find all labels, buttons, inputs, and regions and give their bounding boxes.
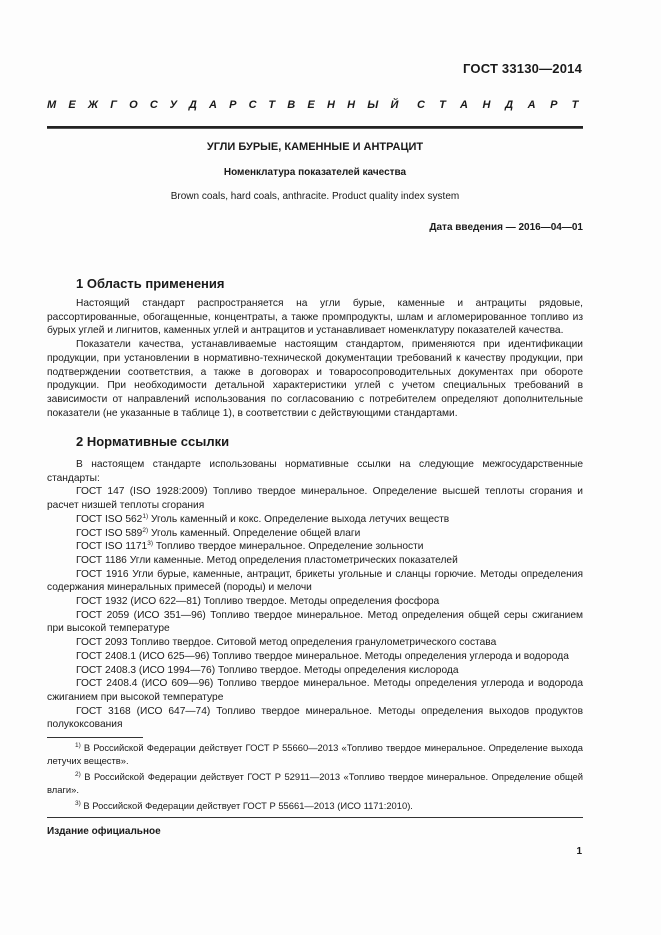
footnote-separator (47, 737, 143, 738)
reference-code: ГОСТ 1932 (ИСО 622—81) (76, 596, 201, 608)
reference-item (47, 677, 583, 704)
footnote-item (47, 741, 583, 767)
reference-item (47, 527, 583, 541)
footnotes (47, 741, 583, 815)
reference-title: Угли каменные. Метод определения пластометрических показателей (129, 554, 458, 566)
reference-title: Топливо твердое. Методы определения фосфора (203, 596, 440, 608)
section-2-intro: В настоящем стандарте использованы нормативные ссылки на следующие межгосударственные стандарты: (47, 459, 583, 484)
footnote-mark: 1) (75, 742, 81, 749)
reference-title: Уголь каменный и кокс. Определение выхода летучих веществ (150, 513, 450, 525)
reference-title: Топливо твердое минеральное. Определение высшей теплоты сгорания и расчет низшей теплоты сгорания (47, 486, 583, 512)
section-1-body (47, 297, 583, 420)
reference-code: ГОСТ 2059 (ИСО 351—96) (76, 609, 206, 621)
reference-code: ГОСТ ISO 589 (76, 527, 143, 539)
reference-title: Топливо твердое минеральное. Методы определения углерода и водорода сжиганием при высокой температуре (47, 678, 583, 703)
reference-item (47, 595, 583, 609)
section-1-paragraph: Показатели качества, устанавливаемые настоящим стандартом, применяются при идентификации продукции, при установлении в нормативно-технической документации требований к качеству продукции, при подтверждении соответствия, а также в договорах и товаросопроводительных документах при обороте продукции. При необходимости детальной характеристики углей с учетом специальных требований в зависимости от направлений использования по согласованию с потребителем определяют дополнительные показатели (не указанные в таблице 1), в соответствии с действующими стандартами. (47, 339, 583, 419)
section-2-body (47, 458, 583, 732)
reference-code: ГОСТ 2408.4 (ИСО 609—96) (76, 678, 214, 690)
reference-title: Топливо твердое минеральное. Методы определения выходов продуктов полукоксования (47, 705, 583, 731)
footnote-mark: 3) (75, 800, 81, 807)
footnote-text: В Российской Федерации действует ГОСТ Р 55660—2013 «Топливо твердое минеральное. Определение выхода летучих веществ». (47, 742, 583, 766)
reference-code: ГОСТ 3168 (ИСО 647—74) (76, 705, 211, 717)
footnote-text: В Российской Федерации действует ГОСТ Р 55661—2013 (ИСО 1171:2010). (83, 800, 413, 811)
reference-code: ГОСТ 147 (ISO 1928:2009) (76, 486, 208, 498)
reference-title: Топливо твердое. Методы определения кислорода (217, 664, 459, 676)
reference-list (47, 485, 583, 732)
reference-item (47, 636, 583, 650)
edition-note: Издание официальное (47, 826, 161, 837)
reference-item (47, 540, 583, 554)
reference-title: Топливо твердое минеральное. Определение зольности (155, 541, 424, 553)
english-title: Brown coals, hard coals, anthracite. Product quality index system (170, 191, 460, 202)
reference-code: ГОСТ ISO 562 (76, 513, 143, 525)
reference-code: ГОСТ ISO 1171 (76, 541, 148, 553)
reference-title: Топливо твердое минеральное. Метод определения общей серы сжиганием при высокой температуре (47, 609, 583, 635)
reference-title: Топливо твердое. Ситовой метод определения гранулометрического состава (130, 637, 497, 649)
reference-item (47, 705, 583, 732)
reference-code: ГОСТ 1916 (76, 568, 129, 580)
banner-interstate: МЕЖГОСУДАРСТВЕННЫЙ (47, 99, 411, 111)
footnote-marker: 1) (142, 512, 149, 520)
banner-standard: СТАНДАРТ (416, 99, 593, 111)
reference-item (47, 513, 583, 527)
introduction-date: Дата введения — 2016—04—01 (429, 222, 583, 233)
reference-title: Уголь каменный. Определение общей влаги (150, 527, 361, 539)
reference-item (47, 650, 583, 664)
reference-code: ГОСТ 2408.3 (ИСО 1994—76) (76, 664, 216, 676)
footnote-text: В Российской Федерации действует ГОСТ Р 52911—2013 «Топливо твердое минеральное. Определение общей влаги». (47, 771, 583, 795)
reference-title: Угли бурые, каменные, антрацит, брикеты угольные и сланцы горючие. Методы определения содержания минеральных примесей (породы) и мелочи (47, 568, 583, 594)
section-1-heading: 1 Область применения (76, 276, 225, 291)
reference-code: ГОСТ 2093 (76, 637, 128, 649)
footnote-item (47, 770, 583, 796)
page-number: 1 (576, 846, 582, 857)
reference-item (47, 609, 583, 636)
footnote-marker: 2) (142, 526, 149, 534)
footnote-marker: 3) (147, 540, 154, 548)
footnote-mark: 2) (75, 771, 81, 778)
reference-title: Топливо твердое минеральное. Методы определения углерода и водорода (212, 650, 569, 662)
standard-number: ГОСТ 33130—2014 (463, 61, 582, 76)
document-subtitle: Номенклатура показателей качества (223, 167, 407, 178)
reference-item (47, 485, 583, 512)
reference-code: ГОСТ 1186 (76, 554, 127, 566)
reference-item (47, 554, 583, 568)
reference-item (47, 568, 583, 595)
section-2-heading: 2 Нормативные ссылки (76, 434, 230, 449)
document-title: УГЛИ БУРЫЕ, КАМЕННЫЕ И АНТРАЦИТ (206, 141, 424, 153)
footnote-item (47, 799, 583, 812)
reference-item (47, 664, 583, 678)
reference-code: ГОСТ 2408.1 (ИСО 625—96) (76, 650, 210, 662)
section-1-paragraph: Настоящий стандарт распространяется на угли бурые, каменные и антрациты рядовые, рассортированные, обогащенные, концентраты, а также промпродукты, шлам и агломерированное топливо из бурых углей и лигнитов, каменных углей и антрацитов и устанавливает номенклатуру показателей качества. (47, 298, 583, 337)
footer-rule (47, 817, 583, 818)
header-rule-thin (47, 128, 583, 129)
